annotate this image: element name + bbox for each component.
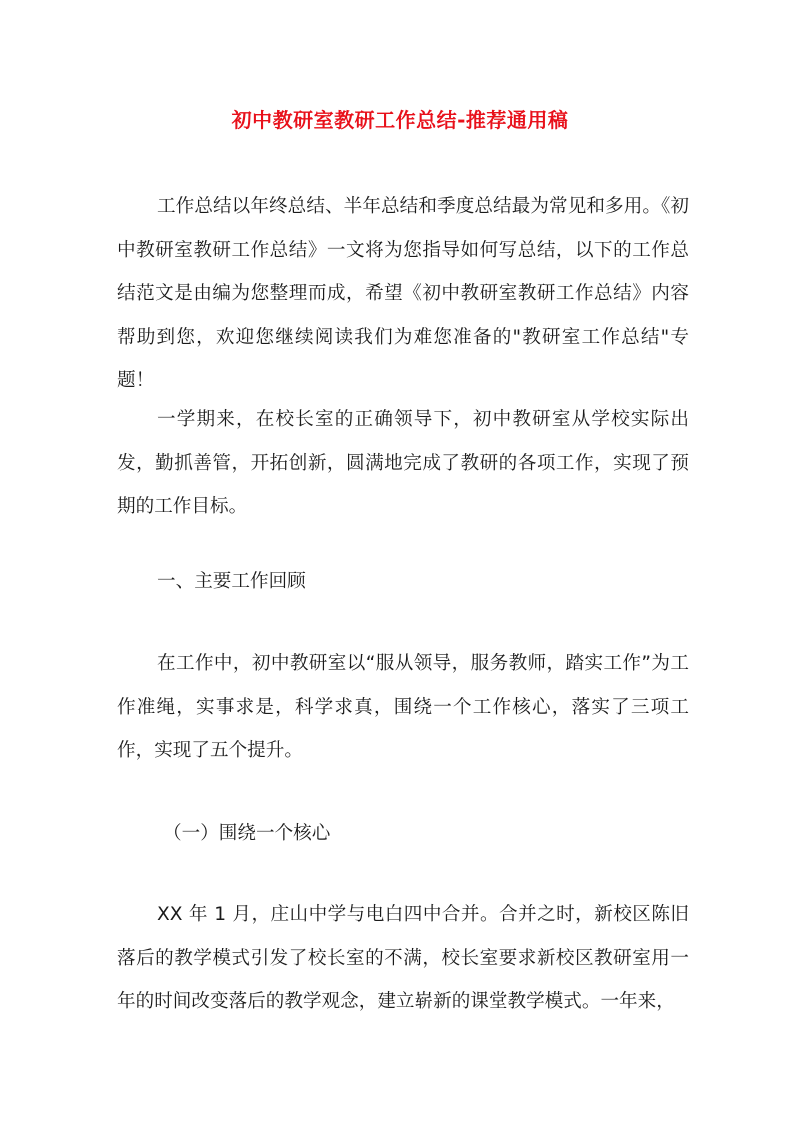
document-title: 初中教研室教研工作总结-推荐通用稿 xyxy=(231,108,569,132)
summary-paragraph: 一学期来，在校长室的正确领导下，初中教研室从学校实际出发，勤抓善管，开拓创新，圆满地完成了教研的各项工作，实现了预期的工作目标。 xyxy=(117,409,689,517)
merger-paragraph: XX 年 1 月，庄山中学与电白四中合并。合并之时，新校区陈旧落后的教学模式引发了校长室的不满，校长室要求新校区教研室用一年的时间改变落后的教学观念，建立崭新的课堂教学模式。一年来， xyxy=(117,904,689,1012)
section-heading-main-work-review: 一、主要工作回顾 xyxy=(157,571,306,592)
intro-paragraph: 工作总结以年终总结、半年总结和季度总结最为常见和多用。《初中教研室教研工作总结》一文将为您指导如何写总结，以下的工作总结范文是由编为您整理而成，希望《初中教研室教研工作总结》内容帮助到您，欢迎您继续阅读我们为难您准备的"教研室工作总结"专题！ xyxy=(117,196,689,391)
work-overview-paragraph: 在工作中，初中教研室以“服从领导，服务教师，踏实工作”为工作准绳，实事求是，科学求真，围绕一个工作核心，落实了三项工作，实现了五个提升。 xyxy=(117,653,689,761)
subsection-heading-one-core: （一）围绕一个核心 xyxy=(163,823,331,844)
